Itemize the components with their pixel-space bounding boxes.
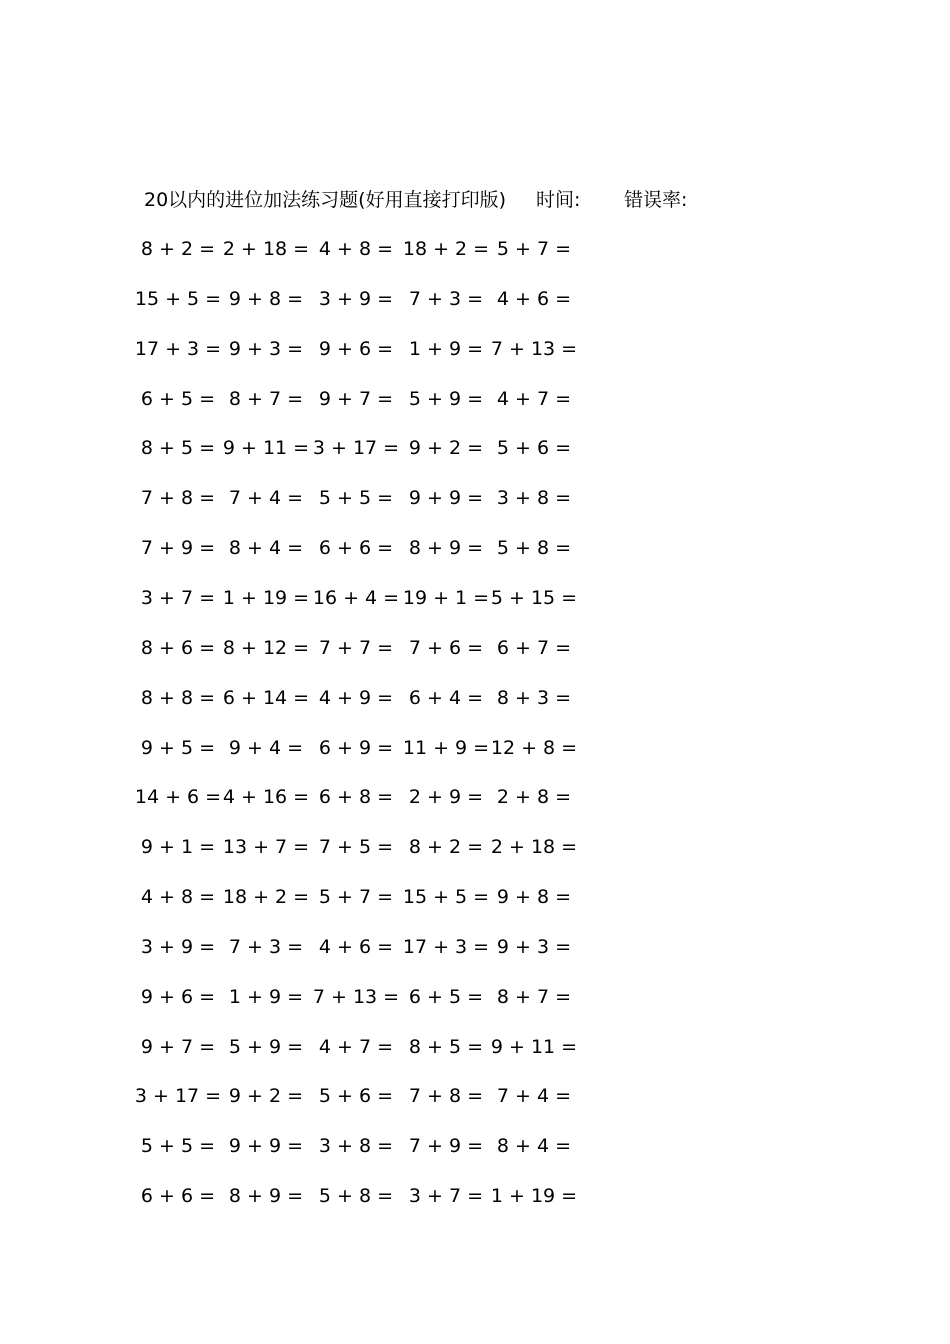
problem-row (0, 782, 950, 812)
addition-problem: 7 + 6 = (408, 636, 484, 659)
addition-problem: 8 + 8 = (140, 686, 216, 709)
addition-problem: 2 + 9 = (408, 786, 484, 809)
problem-row (0, 633, 950, 663)
addition-problem: 9 + 6 = (140, 985, 216, 1008)
addition-problem: 9 + 1 = (140, 836, 216, 859)
addition-problem: 18 + 2 = (222, 886, 310, 909)
problem-row (0, 1032, 950, 1062)
addition-problem: 4 + 16 = (222, 786, 310, 809)
addition-problem: 11 + 9 = (402, 736, 490, 759)
addition-problem: 7 + 9 = (140, 537, 216, 560)
problem-row (0, 932, 950, 962)
addition-problem: 1 + 9 = (228, 985, 304, 1008)
addition-problem: 5 + 6 = (318, 1085, 394, 1108)
addition-problem: 5 + 5 = (318, 487, 394, 510)
addition-problem: 13 + 7 = (222, 836, 310, 859)
addition-problem: 7 + 13 = (490, 337, 578, 360)
addition-problem: 7 + 7 = (318, 636, 394, 659)
addition-problem: 8 + 9 = (228, 1185, 304, 1208)
addition-problem: 4 + 6 = (496, 287, 572, 310)
addition-problem: 9 + 11 = (490, 1035, 578, 1058)
addition-problem: 6 + 8 = (318, 786, 394, 809)
worksheet-title: 20以内的进位加法练习题(好用直接打印版) (144, 189, 507, 211)
addition-problem: 9 + 2 = (408, 437, 484, 460)
addition-problem: 3 + 7 = (408, 1185, 484, 1208)
problem-row (0, 982, 950, 1012)
addition-problem: 1 + 19 = (490, 1185, 578, 1208)
addition-problem: 8 + 2 = (408, 836, 484, 859)
problem-row (0, 234, 950, 264)
problem-row (0, 683, 950, 713)
addition-problem: 8 + 7 = (228, 387, 304, 410)
addition-problem: 5 + 7 = (318, 886, 394, 909)
addition-problem: 4 + 9 = (318, 686, 394, 709)
addition-problem: 8 + 9 = (408, 537, 484, 560)
addition-problem: 9 + 9 = (408, 487, 484, 510)
addition-problem: 5 + 6 = (496, 437, 572, 460)
addition-problem: 9 + 4 = (228, 736, 304, 759)
addition-problem: 15 + 5 = (134, 287, 222, 310)
problem-row (0, 583, 950, 613)
problem-row (0, 284, 950, 314)
addition-problem: 6 + 6 = (318, 537, 394, 560)
addition-problem: 15 + 5 = (402, 886, 490, 909)
addition-problem: 6 + 6 = (140, 1185, 216, 1208)
addition-problem: 7 + 3 = (228, 935, 304, 958)
problem-row (0, 334, 950, 364)
addition-problem: 9 + 3 = (496, 935, 572, 958)
addition-problem: 5 + 9 = (408, 387, 484, 410)
addition-problem: 9 + 7 = (140, 1035, 216, 1058)
addition-problem: 18 + 2 = (402, 238, 490, 260)
addition-problem: 1 + 19 = (222, 586, 310, 609)
problem-row (0, 1181, 950, 1211)
addition-problem: 17 + 3 = (134, 337, 222, 360)
problem-row (0, 733, 950, 763)
time-label: 时间: (536, 189, 581, 211)
addition-problem: 4 + 8 = (140, 886, 216, 909)
addition-problem: 3 + 9 = (318, 287, 394, 310)
addition-problem: 16 + 4 = (312, 586, 400, 609)
addition-problem: 8 + 4 = (496, 1135, 572, 1158)
addition-problem: 5 + 8 = (318, 1185, 394, 1208)
addition-problem: 7 + 8 = (140, 487, 216, 510)
addition-problem: 1 + 9 = (408, 337, 484, 360)
addition-problem: 6 + 5 = (408, 985, 484, 1008)
addition-problem: 3 + 17 = (312, 437, 400, 460)
addition-problem: 17 + 3 = (402, 935, 490, 958)
addition-problem: 4 + 6 = (318, 935, 394, 958)
addition-problem: 6 + 4 = (408, 686, 484, 709)
problem-row (0, 1081, 950, 1111)
problem-row (0, 533, 950, 563)
addition-problem: 9 + 8 = (496, 886, 572, 909)
addition-problem: 5 + 5 = (140, 1135, 216, 1158)
addition-problem: 3 + 8 = (318, 1135, 394, 1158)
addition-problem: 5 + 7 = (496, 238, 572, 260)
addition-problem: 6 + 14 = (222, 686, 310, 709)
addition-problem: 5 + 15 = (490, 586, 578, 609)
problem-row (0, 433, 950, 463)
addition-problem: 7 + 3 = (408, 287, 484, 310)
addition-problem: 8 + 7 = (496, 985, 572, 1008)
addition-problem: 8 + 6 = (140, 636, 216, 659)
addition-problem: 7 + 9 = (408, 1135, 484, 1158)
addition-problem: 9 + 3 = (228, 337, 304, 360)
addition-problem: 2 + 18 = (490, 836, 578, 859)
addition-problem: 9 + 2 = (228, 1085, 304, 1108)
addition-problem: 6 + 9 = (318, 736, 394, 759)
addition-problem: 12 + 8 = (490, 736, 578, 759)
addition-problem: 9 + 8 = (228, 287, 304, 310)
addition-problem: 7 + 4 = (496, 1085, 572, 1108)
addition-problem: 2 + 8 = (496, 786, 572, 809)
addition-problem: 14 + 6 = (134, 786, 222, 809)
addition-problem: 8 + 2 = (140, 238, 216, 260)
addition-problem: 6 + 5 = (140, 387, 216, 410)
addition-problem: 3 + 9 = (140, 935, 216, 958)
addition-problem: 2 + 18 = (222, 238, 310, 260)
addition-problem: 5 + 8 = (496, 537, 572, 560)
problem-row (0, 882, 950, 912)
addition-problem: 19 + 1 = (402, 586, 490, 609)
addition-problem: 4 + 7 = (318, 1035, 394, 1058)
addition-problem: 9 + 9 = (228, 1135, 304, 1158)
problem-row (0, 384, 950, 414)
addition-problem: 8 + 5 = (408, 1035, 484, 1058)
addition-problem: 8 + 4 = (228, 537, 304, 560)
problem-row (0, 483, 950, 513)
addition-problem: 9 + 7 = (318, 387, 394, 410)
addition-problem: 3 + 7 = (140, 586, 216, 609)
problem-row (0, 832, 950, 862)
addition-problem: 3 + 8 = (496, 487, 572, 510)
addition-problem: 8 + 3 = (496, 686, 572, 709)
addition-problem: 9 + 6 = (318, 337, 394, 360)
addition-problem: 9 + 5 = (140, 736, 216, 759)
addition-problem: 8 + 5 = (140, 437, 216, 460)
addition-problem: 4 + 8 = (318, 238, 394, 260)
addition-problem: 7 + 5 = (318, 836, 394, 859)
problem-row (0, 1131, 950, 1161)
addition-problem: 5 + 9 = (228, 1035, 304, 1058)
error-rate-label: 错误率: (624, 189, 688, 211)
addition-problem: 8 + 12 = (222, 636, 310, 659)
addition-problem: 9 + 11 = (222, 437, 310, 460)
addition-problem: 4 + 7 = (496, 387, 572, 410)
addition-problem: 7 + 4 = (228, 487, 304, 510)
addition-problem: 7 + 8 = (408, 1085, 484, 1108)
addition-problem: 6 + 7 = (496, 636, 572, 659)
addition-problem: 3 + 17 = (134, 1085, 222, 1108)
addition-problem: 7 + 13 = (312, 985, 400, 1008)
